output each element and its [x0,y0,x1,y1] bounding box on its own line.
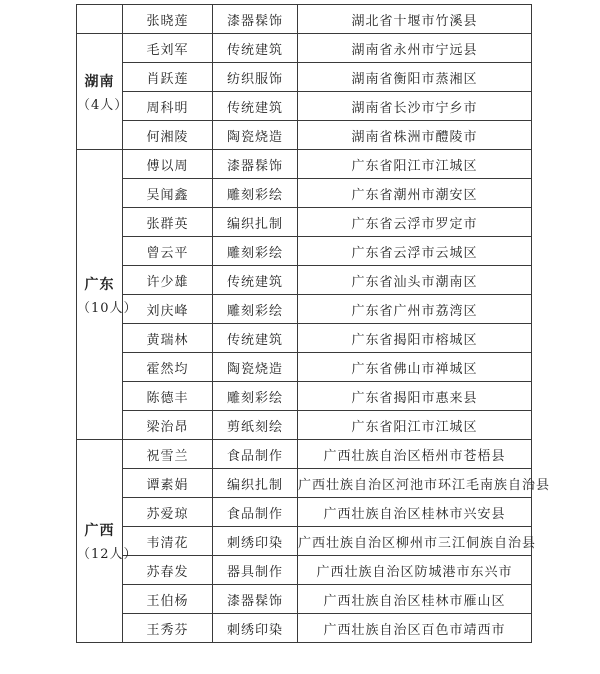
craft-cell: 雕刻彩绘 [213,237,298,266]
name-cell: 刘庆峰 [123,295,213,324]
table-row [77,92,532,121]
table-row [77,150,532,179]
craft-cell: 编织扎制 [213,469,298,498]
area-cell: 湖南省长沙市宁乡市 [298,92,532,121]
name-cell: 张晓莲 [123,5,213,34]
area-cell: 广西壮族自治区柳州市三江侗族自治县 [298,527,532,556]
table-row [77,382,532,411]
region-count: （4人） [77,97,129,113]
table-row [77,295,532,324]
inheritor-table-body [77,5,551,643]
craft-cell: 食品制作 [213,440,298,469]
area-cell: 广西壮族自治区桂林市雁山区 [298,585,532,614]
craft-cell: 食品制作 [213,498,298,527]
table-row [77,411,532,440]
area-cell: 广东省揭阳市榕城区 [298,324,532,353]
area-cell: 广东省佛山市禅城区 [298,353,532,382]
area-cell: 广东省揭阳市惠来县 [298,382,532,411]
name-cell: 苏爱琼 [123,498,213,527]
table-row [77,614,532,643]
table-row [77,585,532,614]
craft-cell: 漆器髹饰 [213,5,298,34]
table-row [77,208,532,237]
table-row [77,5,532,34]
craft-cell: 纺织服饰 [213,63,298,92]
name-cell: 何湘陵 [123,121,213,150]
craft-cell: 剪纸刻绘 [213,411,298,440]
area-cell: 广东省阳江市江城区 [298,150,532,179]
name-cell: 王秀芬 [123,614,213,643]
craft-cell: 雕刻彩绘 [213,382,298,411]
area-cell: 广西壮族自治区河池市环江毛南族自治县 [298,469,532,498]
area-cell: 湖南省株洲市醴陵市 [298,121,532,150]
area-cell: 湖北省十堰市竹溪县 [298,5,532,34]
area-cell: 广东省广州市荔湾区 [298,295,532,324]
craft-cell: 漆器髹饰 [213,585,298,614]
name-cell: 吴闻鑫 [123,179,213,208]
craft-cell: 传统建筑 [213,34,298,63]
table-row [77,556,532,585]
table-row [77,353,532,382]
table-row [77,498,532,527]
craft-cell: 编织扎制 [213,208,298,237]
table-row [77,63,532,92]
table-row [77,34,532,63]
area-cell: 广东省潮州市潮安区 [298,179,532,208]
area-cell: 广东省阳江市江城区 [298,411,532,440]
craft-cell: 雕刻彩绘 [213,295,298,324]
area-cell: 广西壮族自治区桂林市兴安县 [298,498,532,527]
name-cell: 毛刘军 [123,34,213,63]
name-cell: 陈德丰 [123,382,213,411]
craft-cell: 陶瓷烧造 [213,353,298,382]
name-cell: 许少雄 [123,266,213,295]
area-cell: 广东省汕头市潮南区 [298,266,532,295]
table-row [77,237,532,266]
region-cell [77,150,138,440]
region-cell [77,34,129,150]
name-cell: 梁治昂 [123,411,213,440]
table-row [77,324,532,353]
region-cell [77,440,138,643]
table-row [77,440,532,469]
name-cell: 黄瑞林 [123,324,213,353]
area-cell: 广西壮族自治区防城港市东兴市 [298,556,532,585]
craft-cell: 刺绣印染 [213,614,298,643]
name-cell: 傅以周 [123,150,213,179]
name-cell: 霍然均 [123,353,213,382]
area-cell: 广东省云浮市云城区 [298,237,532,266]
name-cell: 苏春发 [123,556,213,585]
table-row [77,179,532,208]
area-cell: 广东省云浮市罗定市 [298,208,532,237]
name-cell: 祝雪兰 [123,440,213,469]
name-cell: 张群英 [123,208,213,237]
craft-cell: 雕刻彩绘 [213,179,298,208]
table-row [77,527,532,556]
region-name: 湖南 [84,73,115,90]
region-count: （10人） [77,300,138,316]
name-cell: 谭素娟 [123,469,213,498]
area-cell: 湖南省衡阳市蒸湘区 [298,63,532,92]
craft-cell: 传统建筑 [213,92,298,121]
name-cell: 周科明 [123,92,213,121]
area-cell: 湖南省永州市宁远县 [298,34,532,63]
craft-cell: 陶瓷烧造 [213,121,298,150]
region-cell [77,5,123,34]
name-cell: 王伯杨 [123,585,213,614]
name-cell: 肖跃莲 [123,63,213,92]
craft-cell: 传统建筑 [213,324,298,353]
name-cell: 曾云平 [123,237,213,266]
craft-cell: 器具制作 [213,556,298,585]
region-name: 广西 [84,523,115,539]
table-row [77,266,532,295]
craft-cell: 漆器髹饰 [213,150,298,179]
craft-cell: 刺绣印染 [213,527,298,556]
region-count: （12人） [77,547,138,562]
craft-cell: 传统建筑 [213,266,298,295]
inheritor-table [76,4,551,643]
area-cell: 广西壮族自治区梧州市苍梧县 [298,440,532,469]
region-name: 广东 [84,276,115,293]
table-row [77,469,532,498]
area-cell: 广西壮族自治区百色市靖西市 [298,614,532,643]
name-cell: 韦清花 [123,527,213,556]
table-row [77,121,532,150]
